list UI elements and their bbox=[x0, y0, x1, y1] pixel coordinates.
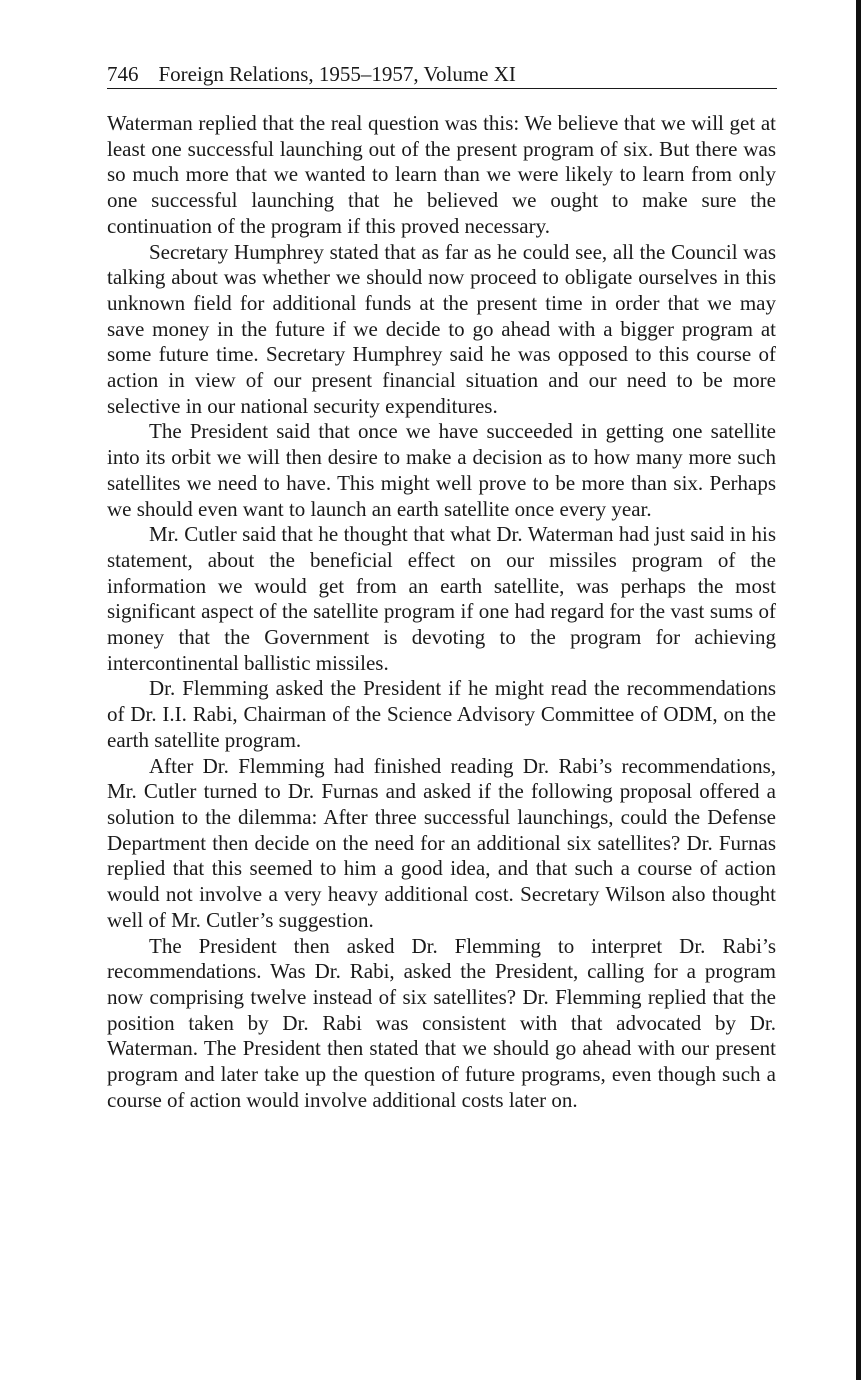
paragraph: Secretary Humphrey stated that as far as he could see, all the Council was talking about was whether we should now proceed to obligate ourselves in this unknown field for additional funds at the present time in order that we may save money in the future if we decide to go ahead with a bigger program at some future time. Secretary Humphrey said he was opposed to this course of action in view of our present financial situation and our need to be more selective in our national security expenditures. bbox=[107, 239, 776, 418]
running-header bbox=[107, 60, 777, 89]
paragraph: The President said that once we have succeeded in getting one satellite into its orbit we will then desire to make a decision as to how many more such satellites we need to have. This might well prove to be more than six. Perhaps we should even want to launch an earth satellite once every year. bbox=[107, 419, 776, 521]
paragraph: Mr. Cutler said that he thought that what Dr. Waterman had just said in his statement, about the beneficial effect on our missiles program of the information we would get from an earth satellite, was perhaps the most significant aspect of the satellite program if one had regard for the vast sums of money that the Government is devoting to the program for achieving intercontinental ballistic missiles. bbox=[107, 522, 776, 675]
paragraph: Dr. Flemming asked the President if he might read the recommendations of Dr. I.I. Rabi, Chairman of the Science Advisory Committee of ODM, on the earth satellite program. bbox=[107, 676, 776, 752]
publication-title: Foreign Relations, 1955–1957, Volume XI bbox=[158, 62, 516, 86]
paragraph: The President then asked Dr. Flemming to interpret Dr. Rabi’s recommendations. Was Dr. Rabi, asked the President, calling for a program now comprising twelve instead of six satellites? Dr. Flemming replied that the position taken by Dr. Rabi was consistent with that advocated by Dr. Waterman. The President then stated that we should go ahead with our present program and later take up the question of future programs, even though such a course of action would involve additional costs later on. bbox=[107, 933, 776, 1112]
paragraph-continuation: Waterman replied that the real question was this: We believe that we will get at least one successful launching out of the present program of six. But there was so much more that we wanted to learn than we were likely to learn from only one successful launching that he believed we ought to make sure the continuation of the program if this proved necessary. bbox=[107, 111, 776, 238]
paragraph: After Dr. Flemming had finished reading Dr. Rabi’s recommendations, Mr. Cutler turned to Dr. Furnas and asked if the following proposal offered a solution to the dilemma: After three successful launchings, could the Defense Department then decide on the need for an additional six satellites? Dr. Furnas replied that this seemed to him a good idea, and that such a course of action would not involve a very heavy additional cost. Secretary Wilson also thought well of Mr. Cutler’s suggestion. bbox=[107, 753, 776, 932]
page-number: 746 bbox=[107, 62, 139, 86]
body-text bbox=[107, 111, 776, 1113]
page-edge-shadow bbox=[856, 0, 861, 1380]
